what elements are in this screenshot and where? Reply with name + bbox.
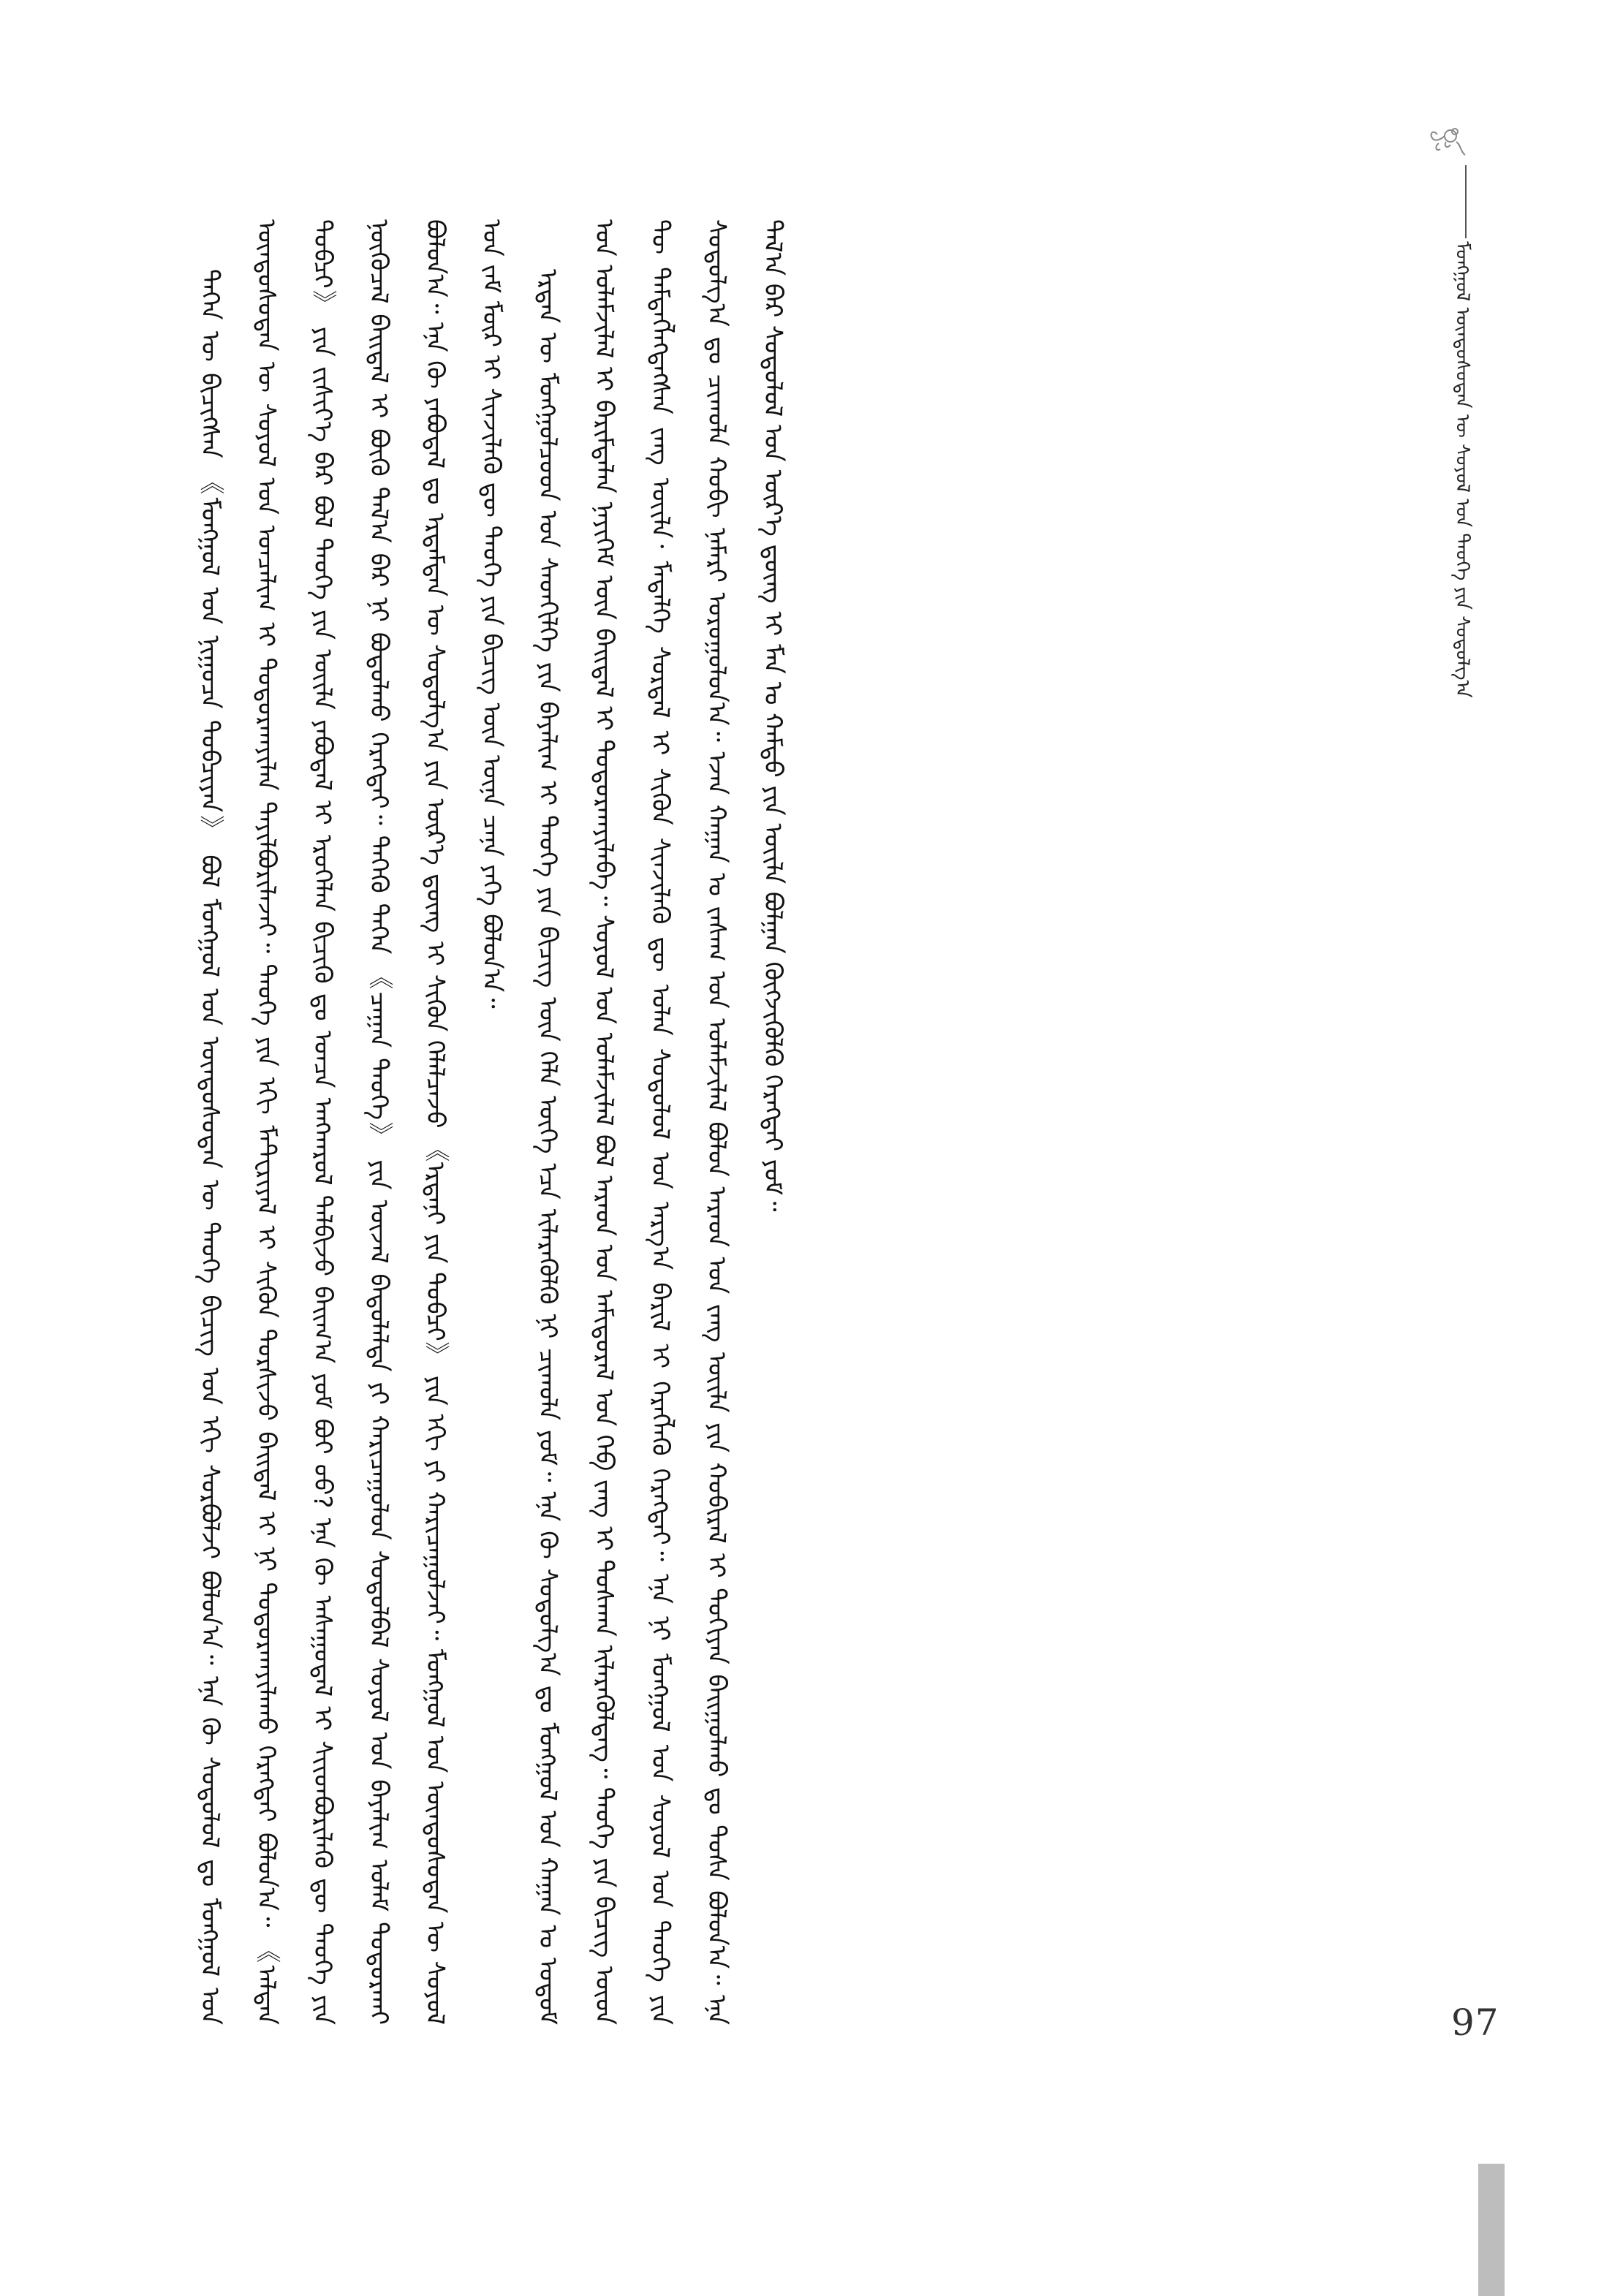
running-header-title: ᠮᠣᠩᠭᠣᠯ ᠦᠨᠳᠦᠰᠦᠲᠡᠨ ᠦ ᠰᠣᠶᠣᠯ ᠤᠨ ᠲᠡᠦᠬᠡ ᠶᠢᠨ ᠰᠤᠳᠤᠯᠭ᠎ᠠ — [1451, 241, 1473, 698]
page-number: 97 — [1451, 2001, 1499, 2044]
floral-ornament-icon — [1424, 123, 1468, 167]
paragraph-2: ᠡᠷᠲᠡᠨ ᠦ ᠮᠣᠩᠭᠣᠯᠴᠤᠳ ᠤᠨ ᠰᠡᠳᠬᠢᠯᠭᠡ ᠶᠢᠨ ᠪᠠᠶᠠᠯᠢᠭ ᠢ ᠲᠡᠦᠬᠡ ᠶᠢᠨ ᠪᠢᠴᠢᠭ ᠦᠨ ᠬᠡᠯᠡ ᠦᠭᠡ ᠡᠴᠡ ᠢᠯᠡᠷᠡᠬᠦᠯᠬᠦ ᠨᠢ ᠴᠢᠬᠤᠯᠠ ᠶᠤᠮ᠃ ᠡᠨᠡ ᠬᠦ ᠰᠤᠳᠤᠯᠭ᠎ᠠ ᠳᠤ ᠮᠣᠩᠭᠣᠯ ᠤᠨ ᠬᠠᠭᠠᠨ ᠤ ᠤᠳᠤᠮ ᠤᠨ ᠤᠯᠠᠮᠵᠢᠯᠠᠯ ᠢ ᠪᠠᠷᠢᠮᠲᠠᠯᠠᠨ ᠨᠡᠶᠢᠭᠡᠮ ᠦᠨ ᠪᠠᠢᠳᠠᠯ ᠢ ᠲᠣᠳᠣᠷᠬᠠᠶᠢᠯᠠᠪᠠ᠃ ᠰᠣᠶᠣᠯ ᠤᠨ ᠤᠯᠠᠮᠵᠢᠯᠠᠯ ᠪᠣᠯ ᠠᠷᠠᠳ ᠤᠨ ᠠᠮᠢᠳᠤᠷᠠᠯ ᠤᠨ ᠬᠡᠪ ᠵᠠᠩ ᠢ ᠲᠤᠰᠬᠠᠨ ᠢᠯᠡᠷᠡᠭᠦᠯᠳᠡᠭ᠃ ᠲᠡᠦᠬᠡ ᠶᠢᠨ ᠪᠢᠴᠢᠭ ᠦᠳ ᠲᠦ ᠲᠡᠮᠳᠡᠭᠯᠡᠭᠳᠡᠭᠰᠡᠨ ᠵᠠᠩ ᠦᠢᠯᠡ᠂ ᠮᠡᠳᠡᠯᠭᠡ ᠰᠤᠷᠲᠠᠯ ᠢ ᠰᠢᠭᠦᠨ ᠰᠢᠨᠵᠢᠯᠡᠬᠦ ᠳᠦ ᠣᠯᠠᠨ ᠰᠤᠳᠤᠯᠤᠯ ᠤᠨ ᠠᠷᠭ᠎ᠠ ᠪᠠᠷᠢᠯ ᠢ ᠬᠡᠷᠡᠭᠯᠡᠬᠦ ᠬᠡᠷᠡᠭᠲᠡᠢ᠃ ᠡᠨᠡ ᠨᠢ ᠮᠣᠩᠭᠣᠯ ᠤᠨ ᠰᠣᠶᠣᠯ ᠤᠨ ᠲᠡᠦᠬᠡ ᠶᠢᠨ ᠰᠤᠳᠤᠯᠭ᠎ᠠ ᠳᠤ ᠴᠢᠬᠤᠯᠠ ᠬᠤᠪᠢ ᠨᠡᠮᠡᠷᠢ ᠣᠷᠤᠭᠤᠯᠤᠨ᠎ᠠ᠃ ᠡᠵᠡᠨ ᠬᠠᠭᠠᠨ ᠤ ᠵᠠᠰᠠᠭ ᠤᠨ ᠤᠯᠠᠮᠵᠢᠯᠠᠯ ᠪᠣᠯᠤᠨ ᠠᠷᠠᠳ ᠤᠨ ᠵᠠᠩ ᠦᠢᠯᠡ ᠶᠢᠨ ᠬᠤᠪᠢᠷᠠᠯ ᠢ ᠲᠣᠭᠢᠶᠠᠨ ᠪᠠᠢᠭᠤᠯᠬᠤ ᠳᠤ ᠲᠤᠰᠠ ᠪᠣᠯᠤᠨ᠎ᠠ᠃ ᠡᠨᠡ ᠲᠠᠯ᠎ᠠ ᠪᠡᠷ ᠰᠤᠳᠤᠯᠤᠯ ᠤᠨ ᠦᠷ᠎ᠡ ᠳ᠋ᠦᠩ ᠢ ᠮᠠᠨ ᠤ ᠬᠠᠮᠲᠤ ᠶᠢᠨ ᠦᠢᠯᠡ ᠪᠣᠯᠭᠠᠨ ᠬᠥᠭᠵᠢᠭᠦᠯᠬᠦ ᠬᠡᠷᠡᠭᠲᠡᠢ ᠶᠤᠮ᠃ — [533, 219, 787, 2025]
thumb-index-tab — [1478, 2164, 1505, 2296]
header-rule — [1465, 165, 1467, 238]
paragraph-1: ᠲᠡᠭᠡᠨ ᠦ ᠪᠢᠴᠢᠭᠰᠡᠨ 《ᠮᠣᠩᠭᠣᠯ ᠤᠨ ᠨᠢᠭᠤᠴᠠ ᠲᠣᠪᠴᠢᠶᠠᠨ》 ᠪᠣᠯ ᠮᠣᠩᠭᠣᠯ ᠤᠨ ᠦᠨᠳᠦᠰᠦᠲᠡᠨ ᠦ ᠲᠡᠦᠬᠡ ᠪᠢᠴᠢᠭ ᠤᠨ ᠡᠬᠢ ᠰᠤᠷᠪᠤᠯᠵᠢ ᠪᠣᠯᠤᠨ᠎ᠠ᠃ ᠡᠨᠡ ᠬᠦ ᠰᠤᠳᠤᠯᠤᠯ ᠳᠤ ᠮᠣᠩᠭᠣᠯ ᠤᠨ ᠦᠨᠳᠦᠰᠦᠲᠡᠨ ᠦ ᠰᠣᠶᠣᠯ ᠤᠨ ᠣᠨᠴᠠᠯᠢᠭ ᠢ ᠲᠣᠳᠣᠷᠬᠠᠶᠢᠯᠠᠨ ᠲᠠᠶᠢᠯᠪᠤᠷᠢᠯᠠᠵᠠᠢ᠃ ᠲᠡᠦᠬᠡ ᠶᠢᠨ ᠡᠬᠢ ᠮᠠᠲᠧᠷᠢᠶᠠᠯ ᠢ ᠰᠢᠭᠦᠨ ᠲᠤᠷᠰᠢᠵᠤ ᠪᠠᠢᠳᠠᠯ ᠢ ᠨᠢ ᠲᠣᠳᠣᠷᠬᠠᠶᠢᠯᠠᠬᠤ ᠬᠡᠷᠡᠭᠲᠡᠢ ᠪᠣᠯᠤᠨ᠎ᠠ᠃ 《ᠠᠯᠲᠠᠨ ᠲᠣᠪᠴᠢ》 ᠶᠢᠨ ᠵᠢᠱᠢᠶ᠎ᠡ ᠪᠡᠷ ᠪᠣᠯ ᠲᠡᠦᠬᠡ ᠶᠢᠨ ᠦᠢᠯᠡ ᠶᠠᠪᠤᠳᠠᠯ ᠢ ᠡᠷᠦᠬᠡᠯᠡᠨ ᠪᠢᠴᠢᠬᠦ ᠳᠤ ᠣᠨᠴᠠ ᠠᠩᠬᠠᠷᠤᠯ ᠲᠠᠯᠪᠢᠵᠤ ᠪᠠᠢᠭ᠎ᠠ ᠶᠤᠮ ᠪᠣᠢ ᠤᠤ? ᠡᠨᠡ ᠬᠦ ᠠᠰᠠᠭᠤᠳᠠᠯ ᠢ ᠰᠢᠢᠳᠪᠦᠷᠢᠯᠡᠬᠦ ᠳᠦ ᠲᠡᠦᠬᠡ ᠶᠢᠨ ᠨᠦᠬᠦᠴᠡᠯ ᠪᠠᠢᠳᠠᠯ ᠢ ᠪᠦᠬᠦ ᠳᠠᠯ᠎ᠠ ᠪᠡᠷ ᠨᠢ ᠪᠣᠳᠣᠯᠬᠤ ᠬᠡᠷᠡᠭᠲᠡᠢ᠃ ᠲᠡᠭᠡᠬᠦ ᠳᠡᠭᠡᠨ 《ᠴᠠᠭᠠᠨ ᠲᠡᠦᠬᠡ》 ᠶᠢᠨ ᠦᠵᠡᠯ ᠪᠠᠲᠤᠯᠠᠯᠲᠠ ᠶᠢ ᠬᠠᠷᠢᠴᠠᠭᠤᠯᠤᠨ ᠰᠤᠳᠤᠯᠪᠠᠯ ᠰᠣᠶᠣᠯ ᠤᠨ ᠪᠠᠶᠠᠯᠢᠭ ᠤᠯᠠᠮ ᠲᠣᠳᠣᠷᠬᠠᠢ ᠪᠣᠯᠤᠨ᠎ᠠ᠃ ᠡᠨᠡ ᠬᠦ ᠶᠠᠪᠤᠳᠠᠯ ᠳᠤ ᠡᠷᠳᠡᠮᠲᠡᠨ ᠦ ᠰᠤᠳᠤᠯᠭ᠎ᠠ ᠶᠢᠨ ᠦᠷ᠎ᠡ ᠳ᠋ᠦᠩ ᠢ ᠰᠢᠭᠦᠨ ᠬᠡᠯᠡᠯᠴᠡᠵᠦ 《ᠡᠷᠳᠡᠨᠢ ᠶᠢᠨ ᠲᠣᠪᠴᠢ》 ᠶᠢᠨ ᠡᠬᠢ ᠶᠢ ᠬᠠᠷᠢᠴᠠᠭᠤᠯᠵᠠᠢ᠃ ᠮᠣᠩᠭᠣᠯ ᠤᠨ ᠦᠨᠳᠦᠰᠦᠲᠡᠨ ᠦ ᠰᠣᠶᠣᠯ ᠤᠨ ᠵᠠᠮ ᠮᠥᠷ ᠢ ᠰᠢᠨᠵᠢᠯᠡᠬᠦ ᠳᠦ ᠲᠡᠦᠬᠡ ᠶᠢᠨ ᠪᠢᠴᠢᠭ ᠦᠨ ᠦᠨᠡ ᠴᠡᠨᠡ ᠶᠡᠬᠡ ᠪᠣᠯᠤᠨ᠎ᠠ᠃ — [195, 219, 506, 2025]
body-text — [181, 219, 1410, 2025]
